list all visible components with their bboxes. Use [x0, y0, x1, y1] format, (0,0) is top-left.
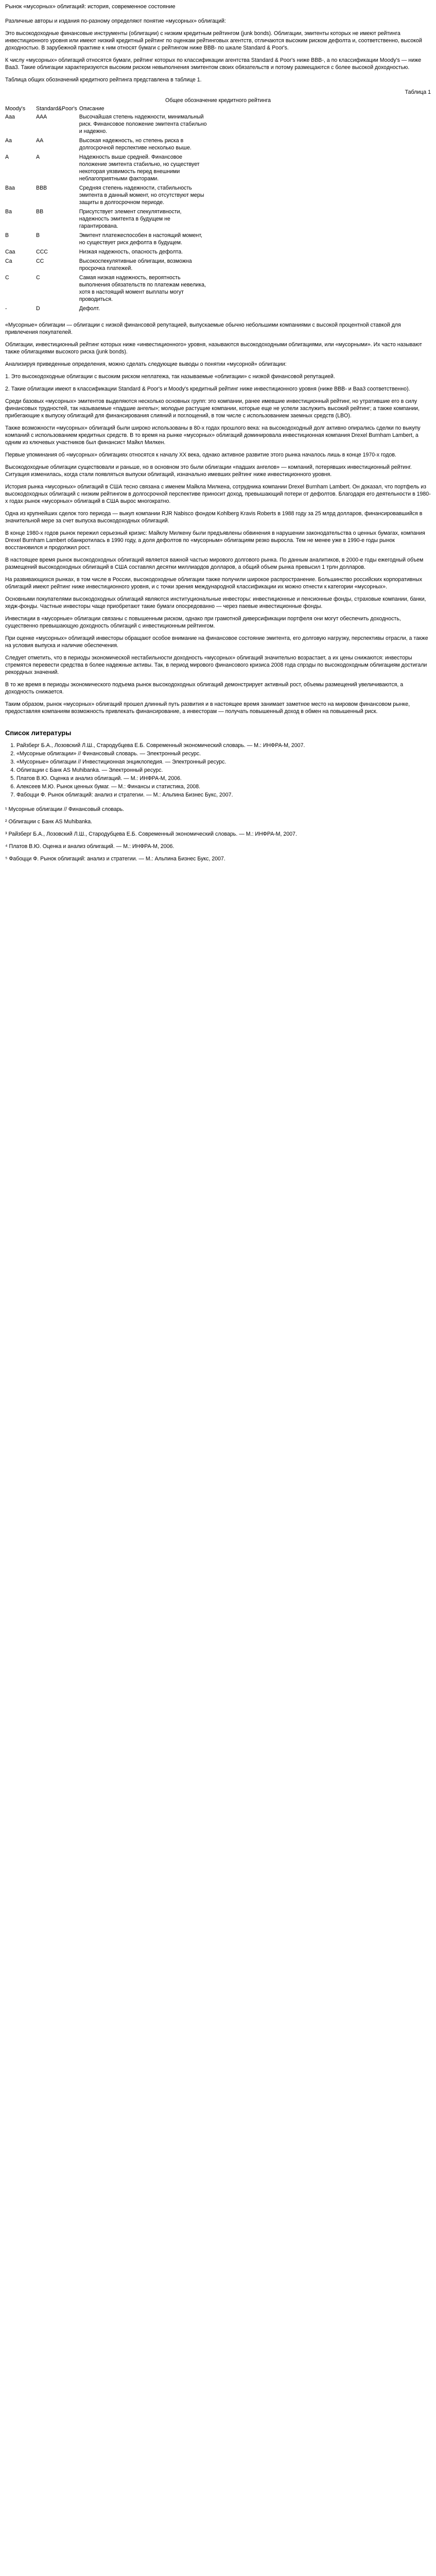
rating-description: Дефолт.	[79, 306, 100, 312]
header-moodys: Moody's	[5, 106, 26, 112]
body-paragraph: 1. Это высокодоходные облигации с высоким риском неплатежа, так называемые «облигации» с низкой финансовой репутацией.	[5, 374, 335, 380]
body-paragraph: Следует отметить, что в периоды экономической нестабильности доходность «мусорных» облигаций значительно возрастает, а их цены снижаются: инвесторы стремятся перевести средства в более надежные активы. Так, в период мирового финансового кризиса 2008 года спрэды по высокодоходным облигациям достигали рекордных значений.	[5, 655, 427, 675]
references-list	[5, 742, 431, 799]
footnotes-paragraph: ⁴ Платов В.Ю. Оценка и анализ облигаций. — М.: ИНФРА-М, 2006.	[5, 843, 175, 850]
reference-item: 3. «Мусорные» облигации // Инвестиционная энциклопедия. — Электронный ресурс.	[16, 758, 431, 766]
body-paragraph: 2. Такие облигации имеют в классификации Standard & Poor's и Moody's кредитный рейтинг ниже инвестиционного уровня (ниже BBB- и Baa3 соответственно).	[5, 386, 410, 392]
body-paragraph: Также возможности «мусорных» облигаций были широко использованы в 80-х годах прошлого века: на высокодоходный долг активно опирались сделки по выкупу компаний с использованием кредитных средств. В то время на рынке «мусорных» облигаций доминировала инвестиционная компания Drexel Burnham Lambert, а одним из ключевых участников был финансист Майкл Милкен.	[5, 425, 421, 446]
rating-moodys: -	[5, 306, 7, 312]
table-row	[5, 184, 210, 208]
body-paragraph: На развивающихся рынках, в том числе в России, высокодоходные облигации также получили широкое распространение. Большинство российских корпоративных облигаций имеют рейтинг ниже инвестиционного уровня, и с точки зрения международной классификации их можно отнести к категории «мусорных».	[5, 577, 423, 590]
table-row	[5, 137, 210, 154]
footnotes-paragraph: ¹ Мусорные облигации // Финансовый словарь.	[5, 806, 125, 812]
body-paragraph: Среди базовых «мусорных» эмитентов выделяются несколько основных групп: это компании, ранее имевшие инвестиционный рейтинг, но утратившие его в силу финансовых трудностей, так называемые «падшие ангелы»; молодые растущие компании, которые еще не успели заслужить высокий рейтинг; а также компании, прибегающие к выпуску облигаций для финансирования слияний и поглощений, в том числе с использованием заемных средств (LBO).	[5, 398, 420, 419]
rating-description: Высокоспекулятивные облигации, возможна просрочка платежей.	[79, 258, 192, 272]
footnotes-paragraph: ² Облигации с Банк АS Muhibanka.	[5, 819, 93, 825]
rating-description: Высокая надежность, но степень риска в долгосрочной перспективе несколько выше.	[79, 138, 191, 151]
intro-paragraph: Различные авторы и издания по-разному определяют понятие «мусорных» облигаций:	[5, 18, 226, 24]
body-paragraph: Инвестиции в «мусорные» облигации связаны с повышенным риском, однако при грамотной диверсификации портфеля они могут обеспечить доходность, существенно превышающую доходность облигаций с инвестиционным рейтингом.	[5, 616, 401, 629]
rating-description: Низкая надежность, опасность дефолта.	[79, 249, 183, 255]
table-caption: Общее обозначение кредитного рейтинга	[165, 97, 271, 104]
rating-table	[5, 105, 210, 314]
rating-description: Эмитент платежеспособен в настоящий момент, но существует риск дефолта в будущем.	[79, 232, 202, 246]
body-paragraph: В то же время в периоды экономического подъема рынок высокодоходных облигаций демонстрирует активный рост, объемы размещений увеличиваются, а доходность снижается.	[5, 682, 404, 695]
rating-moodys: Ca	[5, 258, 12, 264]
rating-sp: AAA	[36, 114, 47, 120]
header-description: Описание	[79, 106, 104, 112]
table-row	[5, 208, 210, 232]
rating-sp: C	[36, 275, 40, 281]
rating-moodys: Caa	[5, 249, 15, 255]
rating-table-header	[5, 105, 210, 113]
table-row	[5, 113, 210, 137]
table-row	[5, 305, 210, 314]
reference-item: 5. Платов В.Ю. Оценка и анализ облигаций. — М.: ИНФРА-М, 2006.	[16, 775, 431, 782]
reference-item: 6. Алексеев М.Ю. Рынок ценных бумаг. — М.: Финансы и статистика, 2008.	[16, 783, 431, 790]
rating-description: Высочайшая степень надежности, минимальный риск. Финансовое положение эмитента стабильно и надежно.	[79, 114, 207, 134]
rating-sp: B	[36, 232, 40, 239]
body-paragraph: Таким образом, рынок «мусорных» облигаций прошел длинный путь развития и в настоящее время занимает заметное место на мировом финансовом рынке, предоставляя компаниям возможность привлекать финансирование, а инвесторам — получать повышенный доход в обмен на повышенный риск.	[5, 701, 410, 715]
rating-description: Надежность выше средней. Финансовое положение эмитента стабильно, но существует некоторая уязвимость перед внешними неблагоприятными факторами.	[79, 154, 200, 182]
table-row	[5, 274, 210, 305]
body-paragraph: Основными покупателями высокодоходных облигаций являются институциональные инвесторы: инвестиционные и пенсионные фонды, страховые компании, банки, хедж-фонды. Частные инвесторы чаще приобретают такие бумаги опосредованно — через паевые инвестиционные фонды.	[5, 596, 426, 609]
rating-sp: BB	[36, 209, 44, 215]
rating-sp: BBB	[36, 185, 47, 191]
rating-sp: AA	[36, 138, 44, 144]
rating-description: Самая низкая надежность, вероятность выполнения обязательств по платежам невелика, хотя в настоящий момент выплаты могут проводиться.	[79, 275, 206, 302]
reference-item: 2. «Мусорные облигации» // Финансовый словарь. — Электронный ресурс.	[16, 750, 431, 757]
table-row	[5, 154, 210, 184]
body-paragraph: Первые упоминания об «мусорных» облигациях относятся к началу XX века, однако активное развитие этого рынка началось лишь в конце 1970-х годов.	[5, 452, 396, 458]
rating-sp: D	[36, 306, 40, 312]
body-paragraph: Анализируя приведенные определения, можно сделать следующие выводы о понятии «мусорной» облигации:	[5, 361, 287, 367]
body-paragraph: Высокодоходные облигации существовали и раньше, но в основном это были облигации «падших ангелов» — компаний, потерявших инвестиционный рейтинг. Ситуация изменилась, когда стали появляться выпуски облигаций, изначально имевших рейтинг ниже инвестиционного уровня.	[5, 464, 412, 478]
body-paragraph: История рынка «мусорных» облигаций в США тесно связана с именем Майкла Милкена, сотрудника компании Drexel Burnham Lambert. Он доказал, что портфель из высокодоходных облигаций с низким рейтингом в долгосрочной перспективе приносит доход, превышающий потери от дефолтов. Благодаря его деятельности в 1980-х годах рынок «мусорных» облигаций в США вырос многократно.	[5, 484, 431, 504]
reference-item: 7. Фабоцци Ф. Рынок облигаций: анализ и стратегии. — М.: Альпина Бизнес Букс, 2007.	[16, 791, 431, 799]
footnotes-paragraph: ³ Райзберг Б.А., Лозовский Л.Ш., Стародубцева Е.Б. Современный экономический словарь. — М.: ИНФРА-М, 2007.	[5, 831, 297, 837]
rating-moodys: C	[5, 275, 9, 281]
page-title: Рынок «мусорных» облигаций: история, современное состояние	[5, 4, 176, 10]
document	[0, 0, 436, 873]
references-title: Список литературы	[5, 729, 72, 737]
rating-moodys: Baa	[5, 185, 15, 191]
intro-paragraph: К числу «мусорных» облигаций относятся бумаги, рейтинг которых по классификации агентства Standard & Poor's ниже BBB-, а по классификации Moody's — ниже Baa3. Такие облигации характеризуются высоким риском невыполнения эмитентом своих обязательств и потому размещаются с более высокой доходностью.	[5, 57, 422, 71]
footnotes	[5, 806, 431, 862]
table-number: Таблица 1	[405, 89, 431, 95]
reference-item: 1. Райзберг Б.А., Лозовский Л.Ш., Стародубцева Е.Б. Современный экономический словарь. — М.: ИНФРА-М, 2007.	[16, 742, 431, 749]
rating-moodys: Aa	[5, 138, 12, 144]
body-paragraph: Одна из крупнейших сделок того периода — выкуп компании RJR Nabisco фондом Kohlberg Kravis Roberts в 1988 году за 25 млрд долларов, финансировавшийся в значительной мере за счет выпуска высокодоходных облигаций.	[5, 511, 423, 524]
footnotes-paragraph: ⁵ Фабоцци Ф. Рынок облигаций: анализ и стратегии. — М.: Альпина Бизнес Букс, 2007.	[5, 856, 225, 862]
rating-moodys: B	[5, 232, 9, 239]
rating-description: Присутствует элемент спекулятивности, надежность эмитента в будущем не гарантирована.	[79, 209, 182, 229]
rating-sp: CCC	[36, 249, 48, 255]
table-row	[5, 232, 210, 248]
intro-paragraph: Таблица общих обозначений кредитного рейтинга представлена в таблице 1.	[5, 77, 202, 83]
rating-description: Средняя степень надежности, стабильность эмитента в данный момент, но отсутствуют меры защиты в долгосрочном периоде.	[79, 185, 204, 206]
table-row	[5, 258, 210, 274]
reference-item: 4. Облигации с Банк АS Muhibanka. — Электронный ресурс.	[16, 767, 431, 774]
intro	[5, 18, 431, 83]
rating-moodys: Ba	[5, 209, 12, 215]
body-paragraph: В конце 1980-х годов рынок пережил серьезный кризис: Майклу Милкену были предъявлены обвинения в нарушении законодательства о ценных бумагах, компания Drexel Burnham Lambert обанкротилась в 1990 году, а доля дефолтов по «мусорным» облигациям резко выросла. Тем не менее уже в 1990-е годы рынок восстановился и продолжил рост.	[5, 530, 425, 551]
intro-paragraph: Это высокодоходные финансовые инструменты (облигации) с низким кредитным рейтингом (junk bonds). Облигации, эмитенты которых не имеют рейтинга инвестиционного уровня или имеют низкий кредитный рейтинг по оценкам рейтинговых агентств, отличаются высоким риском дефолта и, соответственно, высокой доходностью. В зарубежной практике к ним относят бумаги с рейтингом ниже BBB- по шкале Standard & Poor's.	[5, 30, 422, 51]
rating-sp: A	[36, 154, 40, 160]
body-paragraph: В настоящее время рынок высокодоходных облигаций является важной частью мирового долгового рынка. По данным аналитиков, в 2000-е годы ежегодный объем размещений высокодоходных облигаций в США составлял десятки миллиардов долларов, а общий объем рынка превысил 1 трлн долларов.	[5, 557, 424, 570]
rating-sp: CC	[36, 258, 44, 264]
rating-moodys: A	[5, 154, 9, 160]
body-paragraph: При оценке «мусорных» облигаций инвесторы обращают особое внимание на финансовое состояние эмитента, его долговую нагрузку, перспективы отрасли, а также на условия выпуска и наличие обеспечения.	[5, 635, 428, 649]
body	[5, 321, 431, 715]
body-paragraph: Облигации, инвестиционный рейтинг которых ниже «инвестиционного» уровня, называются высокодоходными облигациями, или «мусорными». Их часто называют также облигациями высокого риска (junk bonds).	[5, 342, 422, 355]
body-paragraph: «Мусорные» облигации — облигации с низкой финансовой репутацией, выпускаемые обычно небольшими компаниями с высокой процентной ставкой для привлечения покупателей.	[5, 322, 401, 335]
header-sp: Standard&Poor's	[36, 106, 77, 112]
rating-moodys: Aaa	[5, 114, 15, 120]
table-row	[5, 248, 210, 258]
